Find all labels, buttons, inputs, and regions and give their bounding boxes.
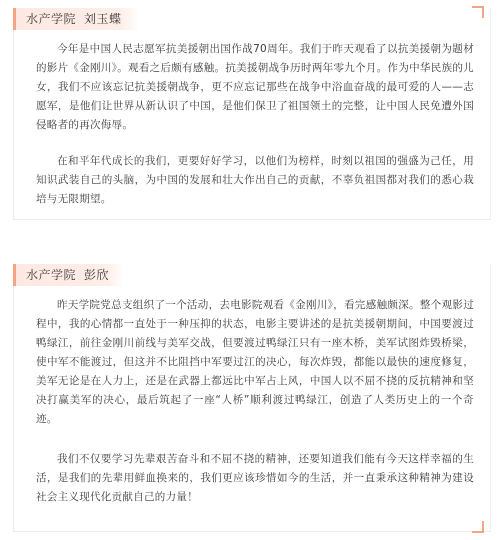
- author-name: 彭欣: [84, 268, 110, 282]
- school-label: 水产学院: [26, 12, 77, 26]
- article-card-1: [13, 8, 491, 220]
- corner-ornament: [472, 521, 484, 533]
- school-label: 水产学院: [26, 268, 77, 282]
- author-tag: [13, 8, 139, 30]
- article-card-2: [13, 264, 491, 532]
- author-tag: [13, 264, 124, 286]
- author-name: 刘玉蝶: [84, 12, 122, 26]
- paragraph: 今年是中国人民志愿军抗美援朝出国作战70周年。我们于昨天观看了以抗美援朝为题材的影片《金刚川》。观看之后颇有感触。抗美援朝战争历时两年零九个月。作为中华民族的儿女，我们不应该忘记抗美援朝战争，更不应忘记那些在战争中浴血奋战的最可爱的人——志愿军，是他们让世界从新认识了中国，是他们保卫了祖国领土的完整，让中国人民免遭外国侵略者的再次侮辱。: [36, 43, 474, 131]
- paragraph: 在和平年代成长的我们，更要好好学习，以他们为榜样，时刻以祖国的强盛为己任，用知识武装自己的头脑，为中国的发展和壮大作出自己的贡献，不辜负祖国都对我们的悉心栽培与无限期望。: [36, 155, 474, 205]
- paragraph: 昨天学院党总支组织了一个活动，去电影院观看《金刚川》，看完感触颇深。整个观影过程中，我的心情都一直处于一种压抑的状态，电影主要讲述的是抗美援朝期间，中国要渡过鸭绿江，前往金刚川前线与美军交战，但要渡过鸭绿江只有一座木桥，美军试图炸毁桥梁，使中军不能渡过，但这并不比阻挡中军要过江的决心，每次炸毁，都能以最快的速度修复，美军无论是在人力上，还是在武器上都远比中军占上风，中国人以不屈不挠的反抗精神和坚决打赢美军的决心，最后筑起了一座“人桥”顺利渡过鸭绿江，创造了人类历史上的一个奇迹。: [36, 299, 474, 425]
- paragraph: 我们不仅要学习先辈艰苦奋斗和不屈不挠的精神，还要知道我们能有今天这样幸福的生活，是我们的先辈用鲜血换来的，我们更应该珍惜如今的生活，并一直秉承这种精神为建设社会主义现代化贡献自己的力量！: [36, 453, 474, 503]
- corner-ornament: [472, 6, 484, 18]
